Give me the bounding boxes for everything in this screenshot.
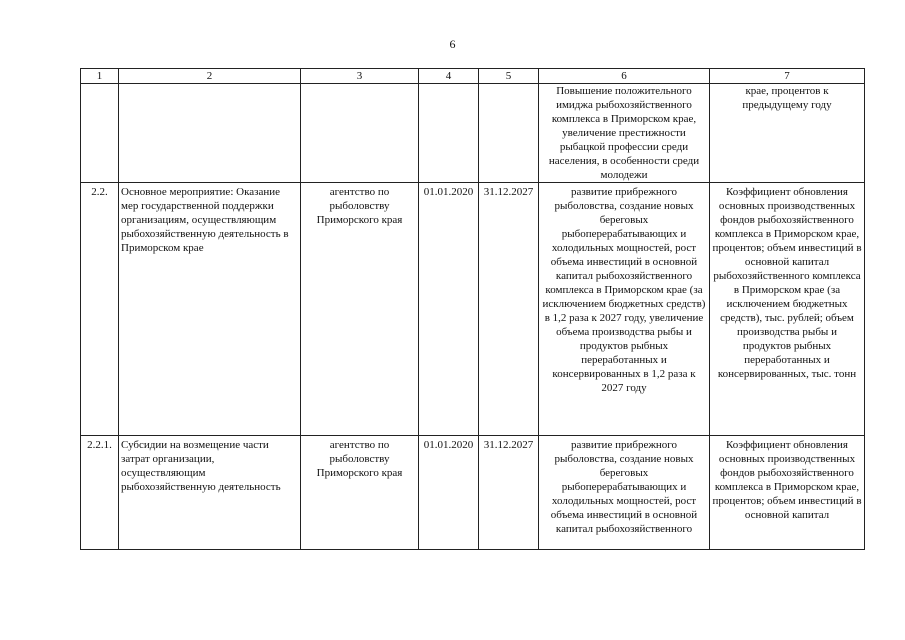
end-date-cell xyxy=(479,84,539,183)
measure-cell: Основное мероприятие: Оказание мер государственной поддержки организациям, осуществляющим рыбохозяйственную деятельность в Приморском крае xyxy=(119,183,301,436)
table-row xyxy=(81,84,865,183)
result-cell: развитие прибрежного рыболовства, создание новых береговых рыбоперерабатывающих и холодильных мощностей, рост объема инвестиций в основной капитал рыбохозяйственного xyxy=(539,436,710,550)
table-row xyxy=(81,183,865,436)
start-date-cell xyxy=(419,84,479,183)
indicator-cell: крае, процентов к предыдущему году xyxy=(710,84,865,183)
executor-cell xyxy=(301,84,419,183)
page-number: 6 xyxy=(449,37,456,51)
measure-cell xyxy=(119,84,301,183)
header-row xyxy=(81,69,865,84)
row-number: 2.2. xyxy=(81,183,119,436)
header-cell: 5 xyxy=(479,69,539,84)
program-table xyxy=(80,68,865,550)
header-cell: 3 xyxy=(301,69,419,84)
executor-cell: агентство по рыболовству Приморского края xyxy=(301,183,419,436)
result-cell: Повышение положительного имиджа рыбохозяйственного комплекса в Приморском крае, увеличение престижности рыбацкой профессии среди населения, в особенности среди молодежи xyxy=(539,84,710,183)
header-cell: 2 xyxy=(119,69,301,84)
header-cell: 4 xyxy=(419,69,479,84)
end-date-cell: 31.12.2027 xyxy=(479,436,539,550)
start-date-cell: 01.01.2020 xyxy=(419,436,479,550)
header-cell: 7 xyxy=(710,69,865,84)
indicator-cell: Коэффициент обновления основных производственных фондов рыбохозяйственного комплекса в Приморском крае, процентов; объем инвестиций в основной капитал рыбохозяйственного комплекса в Приморском крае (за исключением бюджетных средств), тыс. рублей; объем производства рыбы и продуктов рыбных переработанных и консервированных, тыс. тонн xyxy=(710,183,865,436)
result-cell: развитие прибрежного рыболовства, создание новых береговых рыбоперерабатывающих и холодильных мощностей, рост объема инвестиций в основной капитал рыбохозяйственного комплекса в Приморском крае (за исключением бюджетных средств) в 1,2 раза к 2027 году, увеличение объема производства рыбы и продуктов рыбных переработанных и консервированных в 1,2 раза к 2027 году xyxy=(539,183,710,436)
table-row xyxy=(81,436,865,550)
row-number: 2.2.1. xyxy=(81,436,119,550)
measure-cell: Субсидии на возмещение части затрат организации, осуществляющим рыбохозяйственную деятельность xyxy=(119,436,301,550)
end-date-cell: 31.12.2027 xyxy=(479,183,539,436)
indicator-cell: Коэффициент обновления основных производственных фондов рыбохозяйственного комплекса в Приморском крае, процентов; объем инвестиций в основной капитал xyxy=(710,436,865,550)
row-number xyxy=(81,84,119,183)
header-cell: 6 xyxy=(539,69,710,84)
start-date-cell: 01.01.2020 xyxy=(419,183,479,436)
executor-cell: агентство по рыболовству Приморского края xyxy=(301,436,419,550)
header-cell: 1 xyxy=(81,69,119,84)
